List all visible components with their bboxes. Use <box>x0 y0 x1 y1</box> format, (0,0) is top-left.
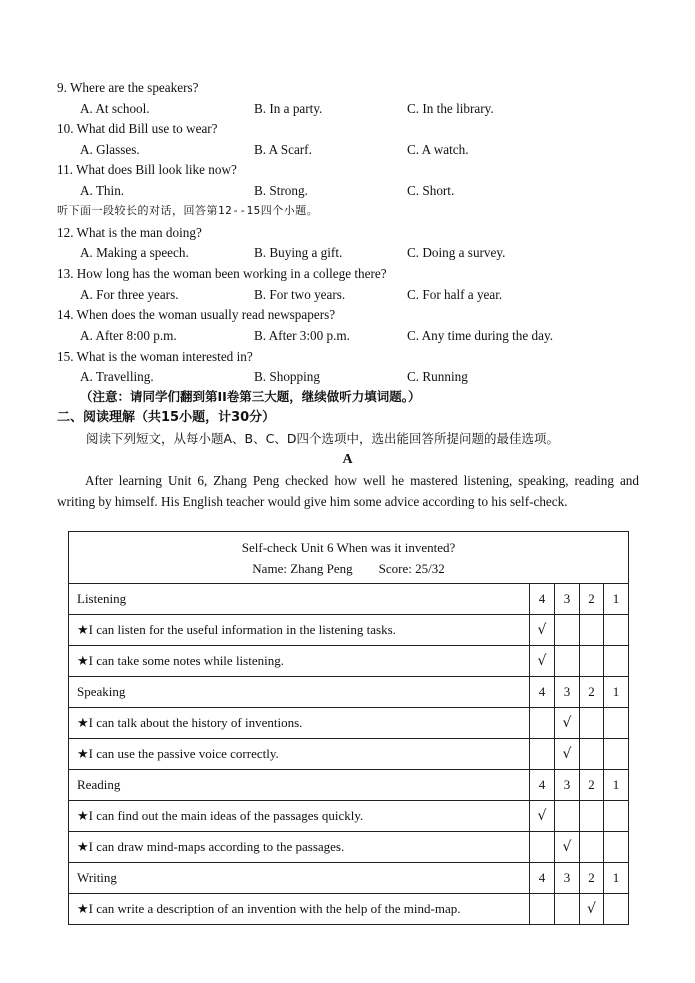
section-2-instruction: 阅读下列短文，从每小题A、B、C、D四个选项中，选出能回答所提问题的最佳选项。 <box>86 431 559 446</box>
passage-letter: A <box>342 452 353 467</box>
category-label: Speaking <box>69 677 530 708</box>
question-14-option-a: A. After 8:00 p.m. <box>80 328 177 343</box>
scale-header-2: 2 <box>580 770 604 801</box>
score-cell-2 <box>580 646 604 677</box>
question-15-option-b: B. Shopping <box>254 369 320 384</box>
question-9-option-c: C. In the library. <box>407 101 494 116</box>
score-cell-1 <box>604 708 629 739</box>
score-cell-1 <box>604 739 629 770</box>
score-cell-1 <box>604 646 629 677</box>
category-row-writing <box>69 863 629 894</box>
scale-header-3: 3 <box>555 770 580 801</box>
score-cell-1 <box>604 615 629 646</box>
table-row <box>69 832 629 863</box>
scale-header-4: 4 <box>530 770 555 801</box>
table-row <box>69 894 629 925</box>
category-label: Listening <box>69 584 530 615</box>
scale-header-4: 4 <box>530 677 555 708</box>
score-cell-3 <box>555 615 580 646</box>
table-name-score: Name: Zhang Peng Score: 25/32 <box>252 560 445 576</box>
table-row <box>69 615 629 646</box>
statement-text: ★I can write a description of an invention with the help of the mind-map. <box>69 894 530 925</box>
table-row <box>69 801 629 832</box>
statement-text: ★I can draw mind-maps according to the passages. <box>69 832 530 863</box>
question-11-stem: 11. What does Bill look like now? <box>57 162 237 177</box>
check-mark-icon: √ <box>562 839 572 855</box>
question-12-option-b: B. Buying a gift. <box>254 245 343 260</box>
statement-text: ★I can talk about the history of inventions. <box>69 708 530 739</box>
check-mark-icon: √ <box>537 808 547 824</box>
score-cell-3 <box>555 832 580 863</box>
self-check-table <box>68 531 629 925</box>
question-13-option-b: B. For two years. <box>254 287 346 302</box>
table-title: Self-check Unit 6 When was it invented? <box>241 539 456 555</box>
question-13-stem: 13. How long has the woman been working in a college there? <box>57 266 387 281</box>
score-cell-1 <box>604 801 629 832</box>
score-cell-2 <box>580 708 604 739</box>
statement-text: ★I can find out the main ideas of the passages quickly. <box>69 801 530 832</box>
score-cell-3 <box>555 894 580 925</box>
question-9-stem: 9. Where are the speakers? <box>57 80 199 95</box>
score-cell-3 <box>555 739 580 770</box>
check-mark-icon: √ <box>537 622 547 638</box>
score-cell-4 <box>530 894 555 925</box>
category-row-reading <box>69 770 629 801</box>
scale-header-2: 2 <box>580 584 604 615</box>
score-cell-4 <box>530 832 555 863</box>
question-14-stem: 14. When does the woman usually read newspapers? <box>57 307 336 322</box>
check-mark-icon: √ <box>562 746 572 762</box>
question-9-option-b: B. In a party. <box>254 101 323 116</box>
statement-text: ★I can take some notes while listening. <box>69 646 530 677</box>
score-cell-3 <box>555 708 580 739</box>
score-cell-1 <box>604 832 629 863</box>
score-cell-3 <box>555 801 580 832</box>
category-label: Reading <box>69 770 530 801</box>
question-15-option-a: A. Travelling. <box>80 369 154 384</box>
statement-text: ★I can use the passive voice correctly. <box>69 739 530 770</box>
scale-header-2: 2 <box>580 863 604 894</box>
question-15-option-c: C. Running <box>407 369 468 384</box>
scale-header-1: 1 <box>604 863 629 894</box>
score-cell-3 <box>555 646 580 677</box>
question-13-option-c: C. For half a year. <box>407 287 503 302</box>
question-9-option-a: A. At school. <box>80 101 150 116</box>
scale-header-3: 3 <box>555 677 580 708</box>
score-cell-2 <box>580 615 604 646</box>
statement-text: ★I can listen for the useful information in the listening tasks. <box>69 615 530 646</box>
section-2-title: 二、阅读理解（共15小题，计30分） <box>57 410 276 425</box>
score-cell-2 <box>580 894 604 925</box>
check-mark-icon: √ <box>587 901 596 917</box>
scale-header-1: 1 <box>604 770 629 801</box>
question-15-stem: 15. What is the woman interested in? <box>57 349 253 364</box>
category-label: Writing <box>69 863 530 894</box>
question-12-stem: 12. What is the man doing? <box>57 225 202 240</box>
question-12-option-c: C. Doing a survey. <box>407 245 506 260</box>
question-10-stem: 10. What did Bill use to wear? <box>57 121 218 136</box>
question-14-option-c: C. Any time during the day. <box>407 328 554 343</box>
question-10-option-c: C. A watch. <box>407 142 469 157</box>
table-header-row <box>69 532 629 584</box>
category-row-speaking <box>69 677 629 708</box>
score-cell-1 <box>604 894 629 925</box>
question-12-option-a: A. Making a speech. <box>80 245 189 260</box>
score-cell-2 <box>580 832 604 863</box>
table-row <box>69 646 629 677</box>
check-mark-icon: √ <box>562 715 572 731</box>
score-cell-2 <box>580 801 604 832</box>
scale-header-1: 1 <box>604 584 629 615</box>
question-11-option-c: C. Short. <box>407 183 455 198</box>
scale-header-3: 3 <box>555 863 580 894</box>
question-11-option-a: A. Thin. <box>80 183 125 198</box>
question-13-option-a: A. For three years. <box>80 287 179 302</box>
scale-header-2: 2 <box>580 677 604 708</box>
category-row-listening <box>69 584 629 615</box>
score-cell-4 <box>530 708 555 739</box>
score-cell-4 <box>530 615 555 646</box>
scale-header-4: 4 <box>530 863 555 894</box>
table-header <box>69 532 629 584</box>
table-row <box>69 708 629 739</box>
question-11-option-b: B. Strong. <box>254 183 308 198</box>
score-cell-4 <box>530 646 555 677</box>
question-14-option-b: B. After 3:00 p.m. <box>254 328 350 343</box>
question-10-option-b: B. A Scarf. <box>254 142 312 157</box>
score-cell-2 <box>580 739 604 770</box>
scale-header-3: 3 <box>555 584 580 615</box>
scale-header-1: 1 <box>604 677 629 708</box>
listening-note: （注意：请同学们翻到第II卷第三大题，继续做听力填词题。） <box>80 389 421 404</box>
check-mark-icon: √ <box>537 653 547 669</box>
question-10-option-a: A. Glasses. <box>80 142 140 157</box>
score-cell-4 <box>530 739 555 770</box>
passage-text: After learning Unit 6, Zhang Peng checked how well he mastered listening, speaking, reading and writing by himself. His English teacher would give him some advice according to his self-check. <box>57 473 639 509</box>
scale-header-4: 4 <box>530 584 555 615</box>
listening-instruction-12-15: 听下面一段较长的对话，回答第12--15四个小题。 <box>57 204 319 217</box>
table-row <box>69 739 629 770</box>
score-cell-4 <box>530 801 555 832</box>
